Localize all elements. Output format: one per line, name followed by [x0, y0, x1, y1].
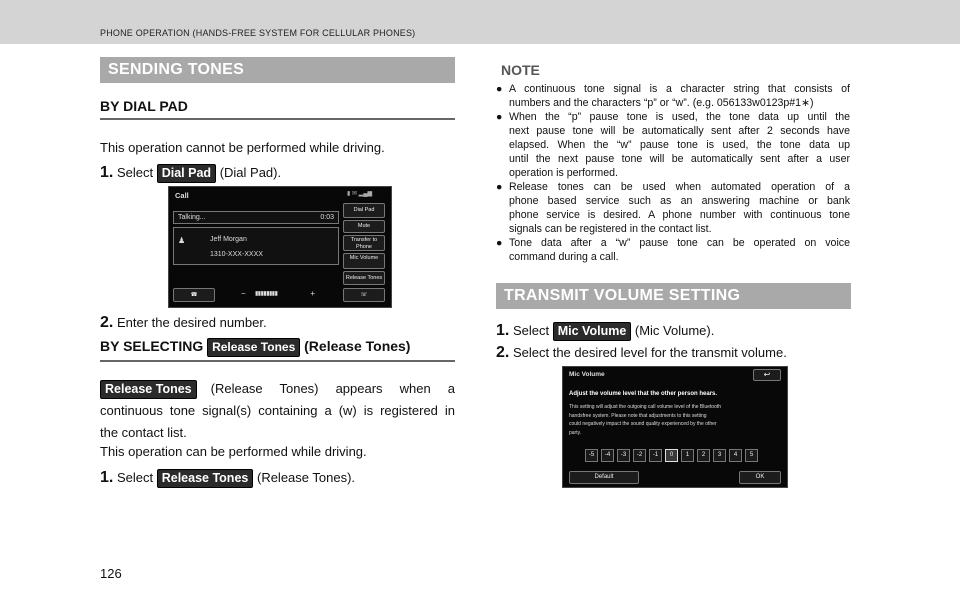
note-item	[496, 110, 850, 180]
person-icon: ♟	[178, 236, 186, 245]
screen-transfer-button[interactable]: Transfer to Phone	[343, 235, 385, 251]
description-line: handsfree system. Please note that adjustments to this setting	[569, 412, 707, 419]
level-button[interactable]: -4	[601, 449, 614, 462]
description-line: could negatively impact the sound quality experienced by the other	[569, 421, 717, 427]
note-line: until the next pause tone will be automatically sent after a user	[509, 153, 850, 165]
level-button[interactable]: -3	[617, 449, 630, 462]
return-arrow-icon[interactable]: ↩	[753, 369, 781, 381]
note-line: command during a call.	[509, 251, 619, 263]
contact-box	[173, 227, 339, 265]
section-title-transmit-volume: TRANSMIT VOLUME SETTING	[496, 283, 851, 309]
description-line: This setting will adjust the outgoing call volume level of the Bluetooth	[569, 404, 722, 410]
talking-bar	[173, 211, 339, 224]
step-text: Select	[116, 470, 154, 485]
mic-volume-screen-image	[562, 366, 788, 488]
status-icons: ▮ ✉ ▂▄▆	[347, 191, 373, 197]
note-line: A continuous tone signal is a character string that consists of	[509, 83, 850, 95]
mic-screen-heading: Adjust the volume level that the other person hears.	[569, 391, 718, 397]
step-select-release-tones	[100, 467, 355, 489]
mic-volume-button-label: Mic Volume	[553, 322, 632, 341]
step-text: Select	[116, 165, 154, 180]
level-selector[interactable]	[585, 449, 775, 462]
dial-pad-button-label: Dial Pad	[157, 164, 216, 183]
section-title-sending-tones: SENDING TONES	[100, 57, 455, 83]
step-number: 1.	[100, 164, 114, 181]
step-text: (Mic Volume).	[634, 323, 715, 338]
ok-button[interactable]: OK	[739, 471, 781, 484]
step-text: (Dial Pad).	[219, 165, 282, 180]
level-button[interactable]: 4	[729, 449, 742, 462]
call-status: Talking...	[178, 214, 206, 221]
driving-note: This operation can be performed while driving.	[100, 444, 367, 459]
screen-release-tones-button[interactable]: Release Tones	[343, 271, 385, 285]
note-list	[496, 82, 850, 264]
call-timer: 0:03	[320, 214, 334, 221]
page-header	[0, 0, 960, 44]
plus-icon: +	[310, 289, 315, 298]
paragraph-line: the contact list.	[100, 425, 187, 440]
bullet-icon: ●	[496, 83, 503, 95]
release-tones-paragraph	[100, 378, 455, 444]
contact-name: Jeff Morgan	[210, 236, 247, 243]
level-button[interactable]: -5	[585, 449, 598, 462]
step-text: Enter the desired number.	[116, 315, 267, 330]
note-item	[496, 236, 850, 264]
bullet-icon: ●	[496, 111, 503, 123]
screen-dial-pad-button[interactable]: Dial Pad	[343, 203, 385, 218]
hang-up-icon: ☎	[190, 292, 198, 298]
note-line: next pause tone will be automatically sent after 2 seconds have	[509, 125, 850, 137]
page-number: 126	[100, 566, 122, 581]
note-line: operation is performed.	[509, 167, 618, 179]
step-number: 2.	[496, 344, 510, 361]
note-line: When the “p” pause tone is used, the tone data up until the	[509, 111, 850, 123]
note-item	[496, 82, 850, 110]
end-call-icon: ☏	[360, 292, 368, 298]
step-text: Select	[512, 323, 550, 338]
screen-mic-volume-button[interactable]: Mic Volume	[343, 253, 385, 269]
bullet-icon: ●	[496, 237, 503, 249]
step-number: 2.	[100, 314, 114, 331]
hang-up-button[interactable]	[173, 288, 215, 302]
note-line: elapsed. When the “w” pause tone is used, the tone data up	[509, 139, 850, 151]
subheading-release-tones	[100, 338, 455, 362]
step-number: 1.	[100, 469, 114, 486]
step-enter-number	[100, 312, 267, 334]
mic-screen-description	[569, 403, 721, 437]
volume-level-icon: ▮▮▮▮▮▮▮▮	[255, 291, 278, 297]
subheading-by-dial-pad: BY DIAL PAD	[100, 98, 455, 120]
end-call-button[interactable]	[343, 288, 385, 302]
level-button-selected[interactable]: 0	[665, 449, 678, 462]
note-line: Tone data after a “w” pause tone can be operated on voice	[509, 237, 850, 249]
step-select-level	[496, 342, 787, 364]
screen-mute-button[interactable]: Mute	[343, 220, 385, 233]
note-title: NOTE	[501, 62, 540, 78]
paragraph-line: continuous tone signal(s) containing a (w) is registered in	[100, 403, 455, 418]
note-line: phone based service such as an answering machine or bank	[509, 195, 850, 207]
release-tones-button-label: Release Tones	[207, 338, 300, 357]
level-button[interactable]: -2	[633, 449, 646, 462]
note-line: Release tones can be used when automated operation of a	[509, 181, 850, 193]
description-line: party.	[569, 429, 582, 436]
release-tones-button-label: Release Tones	[100, 380, 197, 399]
default-button[interactable]: Default	[569, 471, 639, 484]
level-button[interactable]: 5	[745, 449, 758, 462]
volume-bar[interactable]	[239, 288, 319, 302]
release-tones-button-label: Release Tones	[157, 469, 254, 488]
header-title: PHONE OPERATION (HANDS-FREE SYSTEM FOR CELLULAR PHONES)	[100, 28, 416, 38]
level-button[interactable]: 3	[713, 449, 726, 462]
subheading-suffix: (Release Tones)	[304, 338, 411, 355]
step-text: (Release Tones).	[256, 470, 356, 485]
contact-number: 1310-XXX-XXXX	[210, 251, 263, 258]
step-select-dial-pad	[100, 162, 281, 184]
step-select-mic-volume	[496, 320, 714, 342]
call-screen-image	[168, 186, 392, 308]
note-item	[496, 180, 850, 236]
subheading-prefix: BY SELECTING	[100, 338, 204, 355]
level-button[interactable]: 1	[681, 449, 694, 462]
call-screen-title: Call	[175, 191, 189, 200]
level-button[interactable]: -1	[649, 449, 662, 462]
dial-pad-intro: This operation cannot be performed while driving.	[100, 140, 385, 155]
note-line: phone service is desired. A phone number with continuous tone	[509, 209, 850, 221]
step-text: Select the desired level for the transmit volume.	[512, 345, 787, 360]
mic-screen-title: Mic Volume	[569, 371, 605, 378]
level-button[interactable]: 2	[697, 449, 710, 462]
bullet-icon: ●	[496, 181, 503, 193]
note-line: numbers and the characters “p” or “w”. (e.g. 056133w0123p#1∗)	[509, 97, 814, 109]
step-number: 1.	[496, 322, 510, 339]
minus-icon: −	[241, 289, 246, 298]
paragraph-line: (Release Tones) appears when a	[210, 381, 455, 396]
note-line: signals can be registered in the contact list.	[509, 223, 712, 235]
